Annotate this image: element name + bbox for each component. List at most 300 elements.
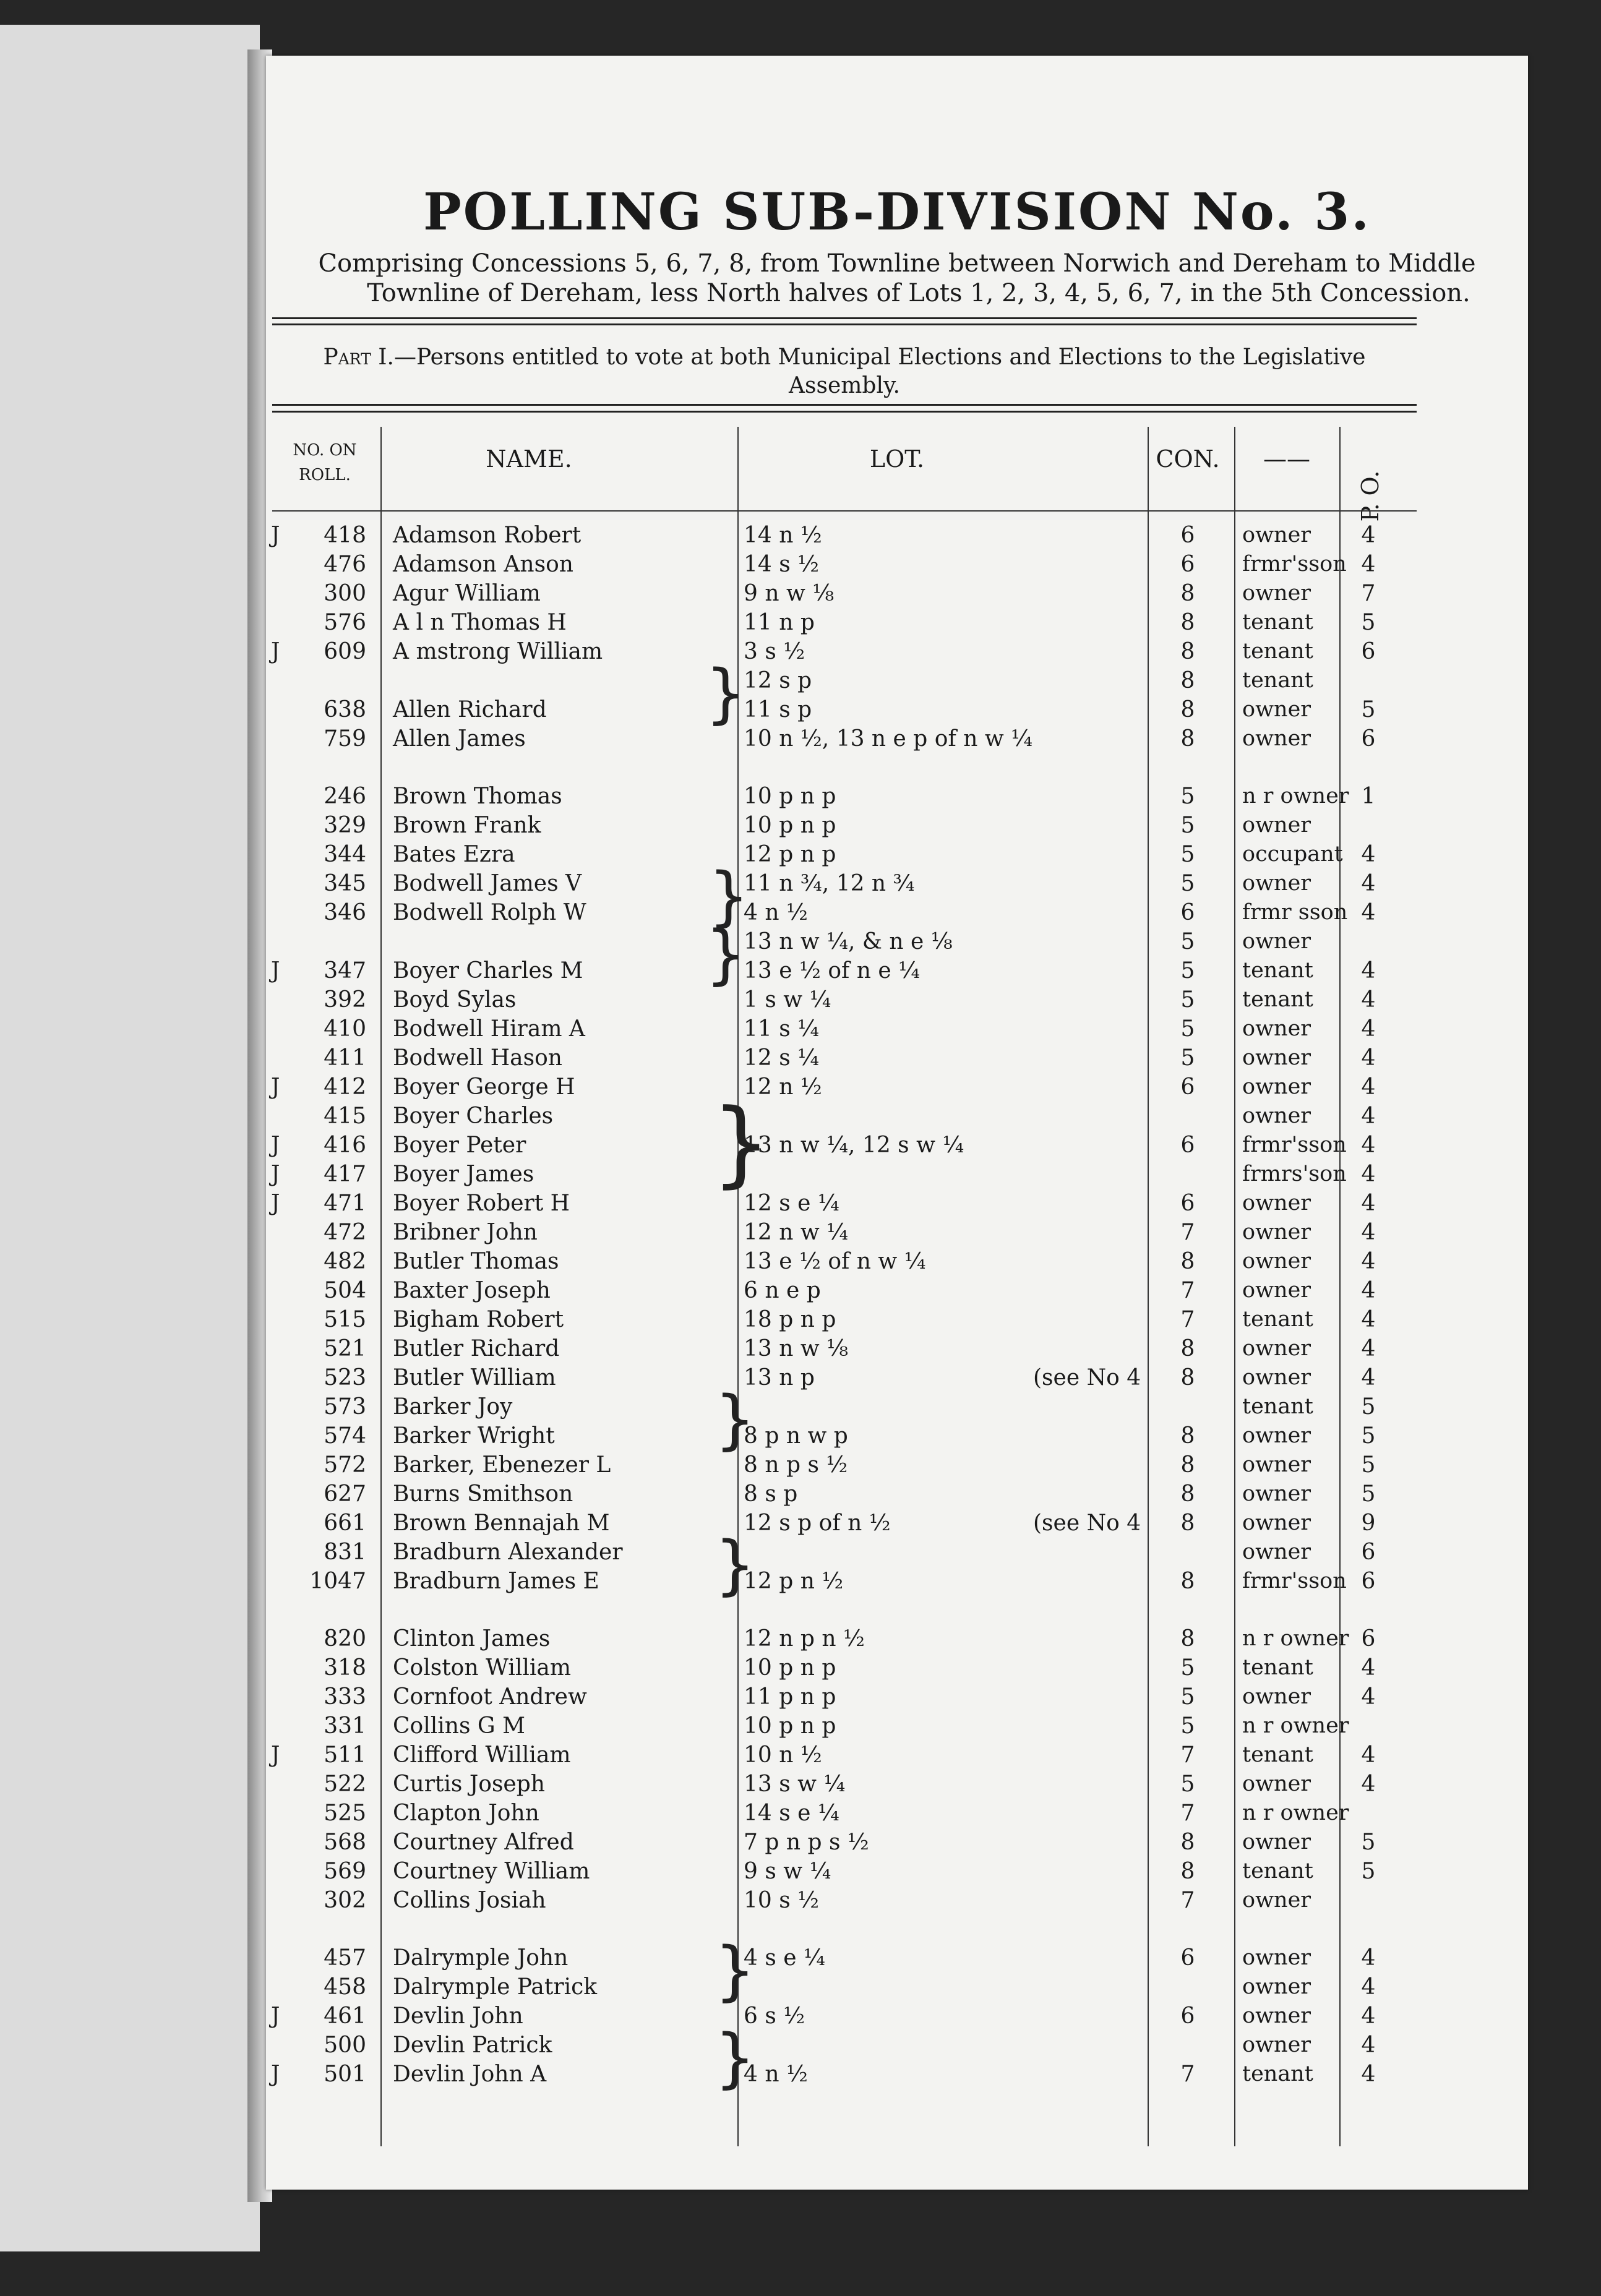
voter-name: Adamson Robert — [393, 523, 582, 548]
voter-status: owner — [1242, 813, 1311, 837]
roll-number: 820 — [324, 1626, 366, 1651]
voter-status: owner — [1242, 1830, 1311, 1854]
voter-name: Dalrymple John — [393, 1945, 569, 1971]
lot-description: 6 s ½ — [744, 2003, 805, 2029]
table-row — [266, 1742, 1528, 1771]
table-row — [266, 1045, 1528, 1074]
post-office: 4 — [1361, 1074, 1376, 1100]
lot-description: 10 p n p — [744, 1655, 836, 1681]
voter-status: tenant — [1242, 1859, 1313, 1883]
roll-number: 461 — [324, 2003, 366, 2029]
voter-name: Bodwell Hiram A — [393, 1016, 585, 1042]
voter-status: owner — [1242, 1510, 1311, 1535]
voter-name: Brown Bennajah M — [393, 1510, 610, 1536]
table-row — [266, 1540, 1528, 1569]
lot-description: 12 p n ½ — [744, 1569, 844, 1594]
rule-mid-1 — [272, 404, 1417, 406]
post-office: 7 — [1361, 581, 1376, 606]
juror-mark: J — [271, 958, 280, 983]
post-office: 4 — [1361, 1133, 1376, 1158]
lot-description: 10 p n p — [744, 1713, 836, 1739]
lot-description: 12 n ½ — [744, 1074, 822, 1100]
voter-status: owner — [1242, 581, 1311, 606]
juror-mark: J — [271, 1133, 280, 1158]
post-office: 4 — [1361, 1191, 1376, 1216]
brace-bradburn: } — [715, 1527, 756, 1603]
voter-status: owner — [1242, 1540, 1311, 1564]
post-office: 4 — [1361, 523, 1376, 548]
concession: 8 — [1180, 1423, 1195, 1449]
voter-status: frmr'sson — [1242, 1569, 1347, 1593]
table-row — [266, 726, 1528, 755]
post-office: 4 — [1361, 2003, 1376, 2029]
table-row — [266, 1220, 1528, 1249]
table-row — [266, 1162, 1528, 1191]
roll-number: 574 — [324, 1423, 366, 1449]
table-row — [266, 697, 1528, 726]
voter-status: tenant — [1242, 958, 1313, 983]
concession: 7 — [1180, 1742, 1195, 1768]
concession: 6 — [1180, 1074, 1195, 1100]
voter-status: owner — [1242, 1974, 1311, 1999]
col-header-status: —— — [1263, 445, 1310, 473]
lot-description: 13 n p — [744, 1365, 815, 1390]
concession: 8 — [1180, 1481, 1195, 1507]
voter-name: Dalrymple Patrick — [393, 1974, 598, 2000]
voter-name: Baxter Joseph — [393, 1278, 551, 1303]
voter-name: Bodwell Hason — [393, 1045, 562, 1071]
table-row — [266, 1365, 1528, 1394]
rule-mid-2 — [272, 411, 1417, 413]
roll-number: 522 — [324, 1771, 366, 1797]
lot-description: 7 p n p s ½ — [744, 1830, 869, 1855]
lot-description: 10 p n p — [744, 813, 836, 838]
roll-number: 500 — [324, 2033, 366, 2058]
voter-status: owner — [1242, 1684, 1311, 1709]
table-row — [266, 1655, 1528, 1684]
table-row — [266, 1626, 1528, 1655]
table-row — [266, 813, 1528, 842]
voter-status: owner — [1242, 1191, 1311, 1215]
part-label: Part I. — [323, 345, 394, 370]
lot-description: 12 s ¼ — [744, 1045, 820, 1071]
post-office: 4 — [1361, 1771, 1376, 1797]
table-row — [266, 2062, 1528, 2091]
voter-status: frmr'sson — [1242, 1133, 1347, 1157]
voter-name: Boyer Peter — [393, 1133, 526, 1158]
post-office: 9 — [1361, 1510, 1376, 1536]
lot-description: 13 n w ¼, 12 s w ¼ — [744, 1133, 964, 1158]
brace-barker: } — [715, 1382, 756, 1457]
document-page — [266, 56, 1528, 2190]
table-row — [266, 1191, 1528, 1220]
juror-mark: J — [271, 1742, 280, 1768]
concession: 7 — [1180, 1307, 1195, 1332]
voter-status: tenant — [1242, 1655, 1313, 1680]
roll-number: 344 — [324, 842, 366, 867]
post-office: 6 — [1361, 726, 1376, 752]
concession: 7 — [1180, 2062, 1195, 2087]
voter-name: Boyer Robert H — [393, 1191, 570, 1216]
voter-name: Boyer Charles M — [393, 958, 583, 983]
table-row — [266, 1336, 1528, 1365]
post-office: 1 — [1361, 784, 1376, 809]
roll-number: 482 — [324, 1249, 366, 1274]
part-text: —Persons entitled to vote at both Municipal Elections and Elections to the Legislative — [393, 345, 1366, 370]
voter-status: occupant — [1242, 842, 1343, 867]
table-row — [266, 1249, 1528, 1278]
roll-number: 1047 — [309, 1569, 366, 1594]
juror-mark: J — [271, 2062, 280, 2087]
roll-number: 515 — [324, 1307, 366, 1332]
voter-status: n r owner — [1242, 784, 1349, 808]
voter-status: tenant — [1242, 1394, 1313, 1419]
roll-number: 457 — [324, 1945, 366, 1971]
roll-number: 458 — [324, 1974, 366, 2000]
brace-boyer-charles: } — [705, 917, 747, 992]
post-office: 4 — [1361, 1103, 1376, 1129]
voter-status: owner — [1242, 2033, 1311, 2057]
lot-description: 4 n ½ — [744, 2062, 808, 2087]
concession: 7 — [1180, 1888, 1195, 1913]
voter-status: tenant — [1242, 668, 1313, 693]
table-row — [266, 1307, 1528, 1336]
rule-top-1 — [272, 317, 1417, 319]
roll-number: 759 — [324, 726, 366, 752]
concession: 6 — [1180, 1133, 1195, 1158]
roll-number: 418 — [324, 523, 366, 548]
roll-number: 523 — [324, 1365, 366, 1390]
juror-mark: J — [271, 639, 280, 664]
cross-reference-note: (see No 4 — [1033, 1365, 1141, 1390]
roll-number: 501 — [324, 2062, 366, 2087]
brace-allen: } — [705, 656, 747, 731]
lot-description: 12 n p n ½ — [744, 1626, 865, 1651]
col-header-no-line2: ROLL. — [299, 466, 351, 484]
post-office: 4 — [1361, 1742, 1376, 1768]
voter-name: Barker Joy — [393, 1394, 513, 1420]
voter-status: owner — [1242, 1220, 1311, 1244]
post-office: 4 — [1361, 1016, 1376, 1042]
roll-number: 661 — [324, 1510, 366, 1536]
table-row — [266, 842, 1528, 871]
voter-name: Bates Ezra — [393, 842, 515, 867]
table-row — [266, 784, 1528, 813]
voter-status: owner — [1242, 1423, 1311, 1448]
col-header-no-on-roll — [278, 438, 371, 487]
voter-status: owner — [1242, 2003, 1311, 2028]
voter-name: Brown Thomas — [393, 784, 562, 809]
voter-name: A l n Thomas H — [393, 610, 567, 635]
page-title: POLLING SUB-DIVISION No. 3. — [423, 182, 1371, 242]
table-row — [266, 1713, 1528, 1742]
lot-description: 10 n ½ — [744, 1742, 822, 1768]
col-header-po: P. O. — [1357, 470, 1384, 522]
roll-number: 415 — [324, 1103, 366, 1129]
lot-description: 13 s w ¼ — [744, 1771, 846, 1797]
voter-status: owner — [1242, 1249, 1311, 1274]
lot-description: 12 s p of n ½ — [744, 1510, 891, 1536]
table-row — [266, 1830, 1528, 1859]
lot-description: 14 s e ¼ — [744, 1801, 839, 1826]
voter-status: owner — [1242, 1074, 1311, 1099]
concession: 8 — [1180, 1569, 1195, 1594]
voter-status: owner — [1242, 929, 1311, 954]
roll-number: 246 — [324, 784, 366, 809]
roll-number: 392 — [324, 987, 366, 1013]
table-row — [266, 1074, 1528, 1103]
roll-number: 331 — [324, 1713, 366, 1739]
lot-description: 12 p n p — [744, 842, 836, 867]
roll-number: 417 — [324, 1162, 366, 1187]
concession: 8 — [1180, 697, 1195, 722]
roll-number: 569 — [324, 1859, 366, 1884]
voter-name: Adamson Anson — [393, 552, 573, 577]
post-office: 5 — [1361, 1859, 1376, 1884]
voter-status: tenant — [1242, 2062, 1313, 2086]
table-row — [266, 958, 1528, 987]
table-row — [266, 1394, 1528, 1423]
lot-description: 8 p n w p — [744, 1423, 848, 1449]
post-office: 4 — [1361, 1220, 1376, 1245]
voter-status: owner — [1242, 697, 1311, 722]
table-row — [266, 987, 1528, 1016]
brace-boyer-family: } — [711, 1089, 771, 1197]
post-office: 4 — [1361, 1655, 1376, 1681]
post-office: 4 — [1361, 1249, 1376, 1274]
table-row — [266, 1452, 1528, 1481]
table-row — [266, 1801, 1528, 1830]
voter-name: Boyd Sylas — [393, 987, 517, 1013]
voter-name: Butler William — [393, 1365, 556, 1390]
voter-name: Collins Josiah — [393, 1888, 546, 1913]
lot-description: 10 s ½ — [744, 1888, 820, 1913]
voter-status: tenant — [1242, 1307, 1313, 1332]
table-row — [266, 1569, 1528, 1598]
roll-number: 572 — [324, 1452, 366, 1478]
roll-number: 345 — [324, 871, 366, 896]
post-office: 4 — [1361, 1045, 1376, 1071]
voter-name: Collins G M — [393, 1713, 525, 1739]
post-office: 5 — [1361, 1481, 1376, 1507]
post-office: 5 — [1361, 1394, 1376, 1420]
subtitle-line-2: Townline of Dereham, less North halves of Lots 1, 2, 3, 4, 5, 6, 7, in the 5th Concession. — [367, 279, 1470, 307]
voter-status: frmr sson — [1242, 900, 1348, 925]
voter-name: Devlin Patrick — [393, 2033, 552, 2058]
table-row — [266, 1974, 1528, 2003]
concession: 5 — [1180, 987, 1195, 1013]
col-header-lot: LOT. — [869, 445, 925, 473]
post-office: 4 — [1361, 1945, 1376, 1971]
voter-name: A mstrong William — [393, 639, 603, 664]
concession: 8 — [1180, 1859, 1195, 1884]
voter-name: Bodwell Rolph W — [393, 900, 586, 925]
lot-description: 11 s p — [744, 697, 812, 722]
voter-name: Courtney Alfred — [393, 1830, 574, 1855]
roll-number: 318 — [324, 1655, 366, 1681]
post-office: 4 — [1361, 552, 1376, 577]
concession: 5 — [1180, 1684, 1195, 1710]
table-row — [266, 2003, 1528, 2033]
concession: 8 — [1180, 1830, 1195, 1855]
part-heading — [272, 343, 1417, 400]
concession: 8 — [1180, 610, 1195, 635]
concession: 6 — [1180, 523, 1195, 548]
lot-description: 14 s ½ — [744, 552, 820, 577]
lot-description: 4 n ½ — [744, 900, 808, 925]
subtitle-line-1: Comprising Concessions 5, 6, 7, 8, from Townline between Norwich and Dereham to Middle — [318, 249, 1476, 278]
table-row — [266, 610, 1528, 639]
voter-status: tenant — [1242, 610, 1313, 635]
table-row — [266, 1888, 1528, 1917]
concession: 5 — [1180, 1713, 1195, 1739]
voter-status: frmr'sson — [1242, 552, 1347, 576]
concession: 6 — [1180, 552, 1195, 577]
voter-name: Bradburn Alexander — [393, 1540, 623, 1565]
voter-status: owner — [1242, 1278, 1311, 1303]
post-office: 5 — [1361, 1423, 1376, 1449]
concession: 8 — [1180, 1452, 1195, 1478]
brace-devlin: } — [715, 2020, 756, 2096]
voter-status: owner — [1242, 1481, 1311, 1506]
header-underline — [272, 510, 1417, 512]
lot-description: 10 n ½, 13 n e p of n w ¼ — [744, 726, 1032, 752]
concession: 6 — [1180, 1945, 1195, 1971]
concession: 5 — [1180, 1045, 1195, 1071]
roll-number: 576 — [324, 610, 366, 635]
post-office: 4 — [1361, 1684, 1376, 1710]
concession: 5 — [1180, 871, 1195, 896]
table-row — [266, 871, 1528, 900]
concession: 5 — [1180, 1771, 1195, 1797]
lot-description: 13 e ½ of n e ¼ — [744, 958, 921, 983]
concession: 6 — [1180, 2003, 1195, 2029]
voter-name: Butler Richard — [393, 1336, 560, 1361]
roll-number: 511 — [324, 1742, 366, 1768]
voter-name: Bribner John — [393, 1220, 538, 1245]
post-office: 5 — [1361, 1830, 1376, 1855]
post-office: 4 — [1361, 1162, 1376, 1187]
voter-name: Boyer George H — [393, 1074, 575, 1100]
concession: 7 — [1180, 1801, 1195, 1826]
roll-number: 302 — [324, 1888, 366, 1913]
concession: 8 — [1180, 1336, 1195, 1361]
table-row — [266, 1859, 1528, 1888]
concession: 8 — [1180, 726, 1195, 752]
post-office: 6 — [1361, 1626, 1376, 1651]
voter-status: frmrs'son — [1242, 1162, 1347, 1186]
brace-dalrymple: } — [715, 1933, 756, 2008]
concession: 5 — [1180, 784, 1195, 809]
table-row — [266, 2033, 1528, 2062]
roll-number: 521 — [324, 1336, 366, 1361]
voter-name: Bradburn James E — [393, 1569, 599, 1594]
voter-name: Courtney William — [393, 1859, 590, 1884]
voter-status: tenant — [1242, 639, 1313, 664]
lot-description: 11 p n p — [744, 1684, 836, 1710]
post-office: 6 — [1361, 1569, 1376, 1594]
juror-mark: J — [271, 1162, 280, 1187]
lot-description: 12 s e ¼ — [744, 1191, 839, 1216]
roll-number: 627 — [324, 1481, 366, 1507]
voter-status: owner — [1242, 1016, 1311, 1041]
voter-status: n r owner — [1242, 1801, 1349, 1825]
lot-description: 11 n ¾, 12 n ¾ — [744, 871, 915, 896]
concession: 5 — [1180, 929, 1195, 954]
lot-description: 18 p n p — [744, 1307, 836, 1332]
voter-status: n r owner — [1242, 1713, 1349, 1738]
lot-description: 4 s e ¼ — [744, 1945, 825, 1971]
concession: 8 — [1180, 1626, 1195, 1651]
lot-description: 1 s w ¼ — [744, 987, 831, 1013]
lot-description: 10 p n p — [744, 784, 836, 809]
col-header-con: CON. — [1156, 445, 1220, 473]
voter-name: Clapton John — [393, 1801, 539, 1826]
voter-status: tenant — [1242, 1742, 1313, 1767]
post-office: 5 — [1361, 1452, 1376, 1478]
lot-description: 12 n w ¼ — [744, 1220, 849, 1245]
voter-name: Devlin John A — [393, 2062, 547, 2087]
concession: 5 — [1180, 958, 1195, 983]
voter-status: owner — [1242, 1103, 1311, 1128]
post-office: 5 — [1361, 697, 1376, 722]
lot-description: 8 s p — [744, 1481, 798, 1507]
voter-name: Bigham Robert — [393, 1307, 564, 1332]
voter-name: Allen James — [393, 726, 526, 752]
voter-status: tenant — [1242, 987, 1313, 1012]
juror-mark: J — [271, 1191, 280, 1216]
juror-mark: J — [271, 523, 280, 548]
voter-name: Agur William — [393, 581, 541, 606]
voter-status: n r owner — [1242, 1626, 1349, 1651]
part-text-2: Assembly. — [789, 373, 900, 398]
table-row — [266, 1423, 1528, 1452]
voter-status: owner — [1242, 1365, 1311, 1390]
roll-number: 411 — [324, 1045, 366, 1071]
concession: 8 — [1180, 1365, 1195, 1390]
lot-description: 12 s p — [744, 668, 812, 693]
roll-number: 476 — [324, 552, 366, 577]
post-office: 6 — [1361, 639, 1376, 664]
post-office: 4 — [1361, 1365, 1376, 1390]
roll-number: 525 — [324, 1801, 366, 1826]
voter-name: Cornfoot Andrew — [393, 1684, 587, 1710]
voter-status: owner — [1242, 1945, 1311, 1970]
table-row — [266, 668, 1528, 697]
roll-number: 329 — [324, 813, 366, 838]
table-row — [266, 1945, 1528, 1974]
voter-name: Barker Wright — [393, 1423, 555, 1449]
voter-status: owner — [1242, 1336, 1311, 1361]
roll-number: 504 — [324, 1278, 366, 1303]
post-office: 4 — [1361, 1974, 1376, 2000]
voter-name: Colston William — [393, 1655, 571, 1681]
post-office: 4 — [1361, 987, 1376, 1013]
voter-name: Curtis Joseph — [393, 1771, 545, 1797]
roll-number: 568 — [324, 1830, 366, 1855]
roll-number: 472 — [324, 1220, 366, 1245]
concession: 8 — [1180, 668, 1195, 693]
voter-status: owner — [1242, 1888, 1311, 1913]
voter-name: Allen Richard — [393, 697, 547, 722]
roll-number: 300 — [324, 581, 366, 606]
lot-description: 6 n e p — [744, 1278, 821, 1303]
col-header-no-line1: NO. ON — [293, 441, 357, 460]
voter-name: Burns Smithson — [393, 1481, 573, 1507]
table-row — [266, 1133, 1528, 1162]
roll-number: 609 — [324, 639, 366, 664]
concession: 7 — [1180, 1278, 1195, 1303]
